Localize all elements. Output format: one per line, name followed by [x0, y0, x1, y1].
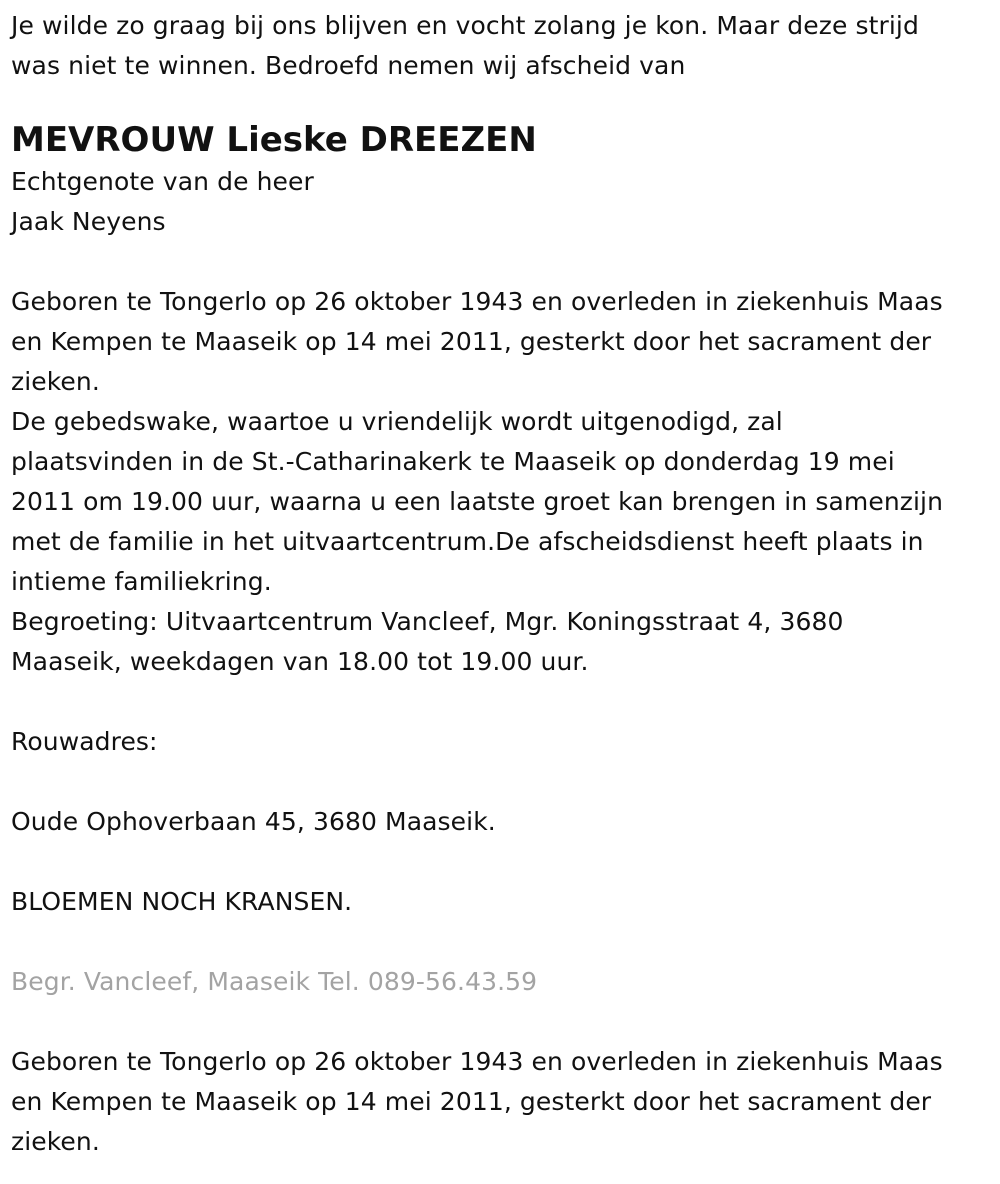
paragraph-line: Geboren te Tongerlo op 26 oktober 1943 en overleden in ziekenhuis Maas	[11, 1047, 943, 1076]
birth-death-paragraph-repeat	[11, 1042, 996, 1162]
deceased-name: MEVROUW Lieske DREEZEN	[11, 120, 537, 160]
spouse-line: Echtgenote van de heer	[11, 167, 314, 196]
obituary-page	[11, 6, 996, 1162]
paragraph-line: 2011 om 19.00 uur, waarna u een laatste groet kan brengen in samenzijn	[11, 487, 944, 516]
birth-death-paragraph	[11, 282, 996, 402]
funeral-home-contact: Begr. Vancleef, Maaseik Tel. 089-56.43.59	[11, 967, 538, 996]
paragraph-line: zieken.	[11, 1127, 100, 1156]
intro-line: Je wilde zo graag bij ons blijven en vocht zolang je kon. Maar deze strijd	[11, 11, 919, 40]
flowers-note: BLOEMEN NOCH KRANSEN.	[11, 887, 353, 916]
intro-line: was niet te winnen. Bedroefd nemen wij afscheid van	[11, 51, 686, 80]
paragraph-line: Maaseik, weekdagen van 18.00 tot 19.00 uur.	[11, 647, 589, 676]
mourning-address-label: Rouwadres:	[11, 727, 158, 756]
spacer	[11, 922, 996, 962]
spacer	[11, 762, 996, 802]
paragraph-line: en Kempen te Maaseik op 14 mei 2011, gesterkt door het sacrament der	[11, 1087, 932, 1116]
wake-paragraph	[11, 402, 996, 602]
spacer	[11, 1002, 996, 1042]
spacer	[11, 842, 996, 882]
paragraph-line: en Kempen te Maaseik op 14 mei 2011, gesterkt door het sacrament der	[11, 327, 932, 356]
greeting-paragraph	[11, 602, 996, 682]
mourning-address: Oude Ophoverbaan 45, 3680 Maaseik.	[11, 807, 496, 836]
paragraph-line: intieme familiekring.	[11, 567, 272, 596]
paragraph-line: zieken.	[11, 367, 100, 396]
paragraph-line: De gebedswake, waartoe u vriendelijk wordt uitgenodigd, zal	[11, 407, 783, 436]
spacer	[11, 682, 996, 722]
intro-text	[11, 6, 996, 86]
paragraph-line: met de familie in het uitvaartcentrum.De afscheidsdienst heeft plaats in	[11, 527, 924, 556]
paragraph-line: Geboren te Tongerlo op 26 oktober 1943 en overleden in ziekenhuis Maas	[11, 287, 943, 316]
paragraph-line: plaatsvinden in de St.-Catharinakerk te Maaseik op donderdag 19 mei	[11, 447, 895, 476]
spouse-info	[11, 162, 996, 242]
paragraph-line: Begroeting: Uitvaartcentrum Vancleef, Mgr. Koningsstraat 4, 3680	[11, 607, 844, 636]
spacer	[11, 242, 996, 282]
spouse-name: Jaak Neyens	[11, 207, 166, 236]
